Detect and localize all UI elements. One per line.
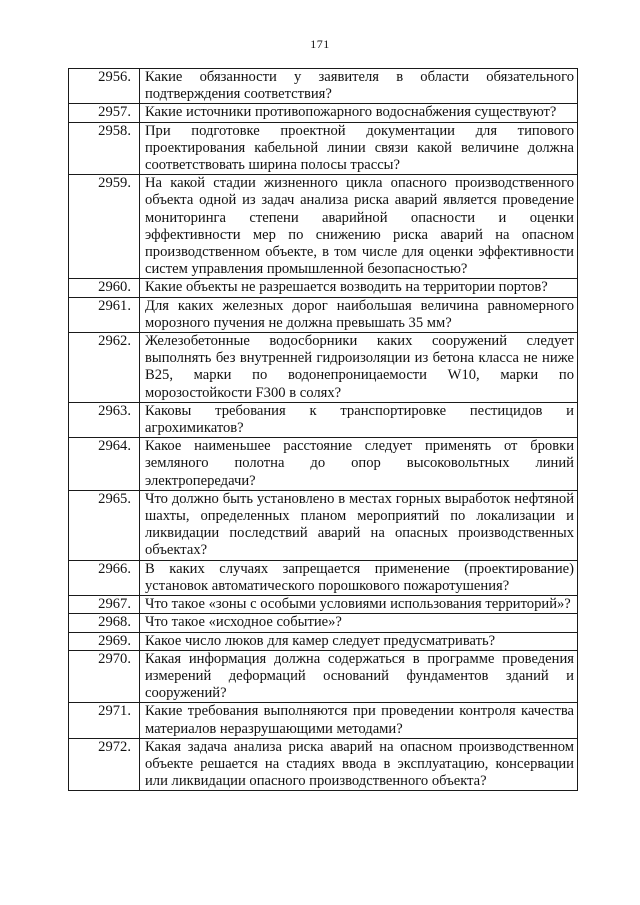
table-row xyxy=(69,104,578,122)
question-text: Каковы требования к транспортировке пестицидов и агрохимикатов? xyxy=(140,402,578,437)
question-number: 2959. xyxy=(69,175,140,279)
question-number: 2963. xyxy=(69,402,140,437)
question-text: Что должно быть установлено в местах горных выработок нефтяной шахты, определенных планом мероприятий по локализации и ликвидации последствий аварий на опасных производственных объектах? xyxy=(140,490,578,560)
table-row xyxy=(69,596,578,614)
table-row xyxy=(69,738,578,791)
question-number: 2970. xyxy=(69,650,140,703)
table-row xyxy=(69,614,578,632)
question-text: Какая информация должна содержаться в программе проведения измерений деформаций оснований фундаментов зданий и сооружений? xyxy=(140,650,578,703)
question-text: Какие объекты не разрешается возводить на территории портов? xyxy=(140,279,578,297)
table-row xyxy=(69,297,578,332)
table-row xyxy=(69,122,578,175)
question-number: 2961. xyxy=(69,297,140,332)
question-number: 2972. xyxy=(69,738,140,791)
question-text: В каких случаях запрещается применение (проектирование) установок автоматического порошкового пожаротушения? xyxy=(140,560,578,595)
table-row xyxy=(69,560,578,595)
table-row xyxy=(69,438,578,491)
question-number: 2958. xyxy=(69,122,140,175)
question-number: 2969. xyxy=(69,632,140,650)
table-row xyxy=(69,490,578,560)
table-row xyxy=(69,632,578,650)
question-number: 2971. xyxy=(69,703,140,738)
question-text: Для каких железных дорог наибольшая величина равномерного морозного пучения не должна превышать 35 мм? xyxy=(140,297,578,332)
question-text: На какой стадии жизненного цикла опасного производственного объекта одной из задач анализа риска аварий является проведение мониторинга степени аварийной опасности и оценки эффективности мер по снижению риска аварий на опасном производственном объекте, в том числе для оценки эффективности систем управления промышленной безопасностью? xyxy=(140,175,578,279)
question-text: Какая задача анализа риска аварий на опасном производственном объекте решается на стадиях ввода в эксплуатацию, консервации или ликвидации опасного производственного объекта? xyxy=(140,738,578,791)
question-text: При подготовке проектной документации для типового проектирования кабельной линии связи какой величине должна соответствовать ширина полосы трассы? xyxy=(140,122,578,175)
table-row xyxy=(69,333,578,403)
question-text: Какие источники противопожарного водоснабжения существуют? xyxy=(140,104,578,122)
question-text: Что такое «зоны с особыми условиями использования территорий»? xyxy=(140,596,578,614)
question-number: 2962. xyxy=(69,333,140,403)
table-row xyxy=(69,402,578,437)
question-number: 2965. xyxy=(69,490,140,560)
table-row xyxy=(69,175,578,279)
table-row xyxy=(69,69,578,104)
page-number: 171 xyxy=(310,37,330,51)
question-text: Какое число люков для камер следует предусматривать? xyxy=(140,632,578,650)
table-row xyxy=(69,703,578,738)
table-row xyxy=(69,279,578,297)
question-number: 2960. xyxy=(69,279,140,297)
question-text: Какое наименьшее расстояние следует применять от бровки земляного полотна до опор высоковольтных линий электропередачи? xyxy=(140,438,578,491)
question-text: Какие требования выполняются при проведении контроля качества материалов неразрушающими методами? xyxy=(140,703,578,738)
question-number: 2967. xyxy=(69,596,140,614)
question-number: 2968. xyxy=(69,614,140,632)
question-number: 2956. xyxy=(69,69,140,104)
table-row xyxy=(69,650,578,703)
question-text: Железобетонные водосборники каких сооружений следует выполнять без внутренней гидроизоляции из бетона класса не ниже B25, марки по водонепроницаемости W10, марки по морозостойкости F300 в солях? xyxy=(140,333,578,403)
question-number: 2966. xyxy=(69,560,140,595)
question-text: Что такое «исходное событие»? xyxy=(140,614,578,632)
question-number: 2964. xyxy=(69,438,140,491)
question-number: 2957. xyxy=(69,104,140,122)
questions-table xyxy=(68,68,578,791)
question-text: Какие обязанности у заявителя в области обязательного подтверждения соответствия? xyxy=(140,69,578,104)
